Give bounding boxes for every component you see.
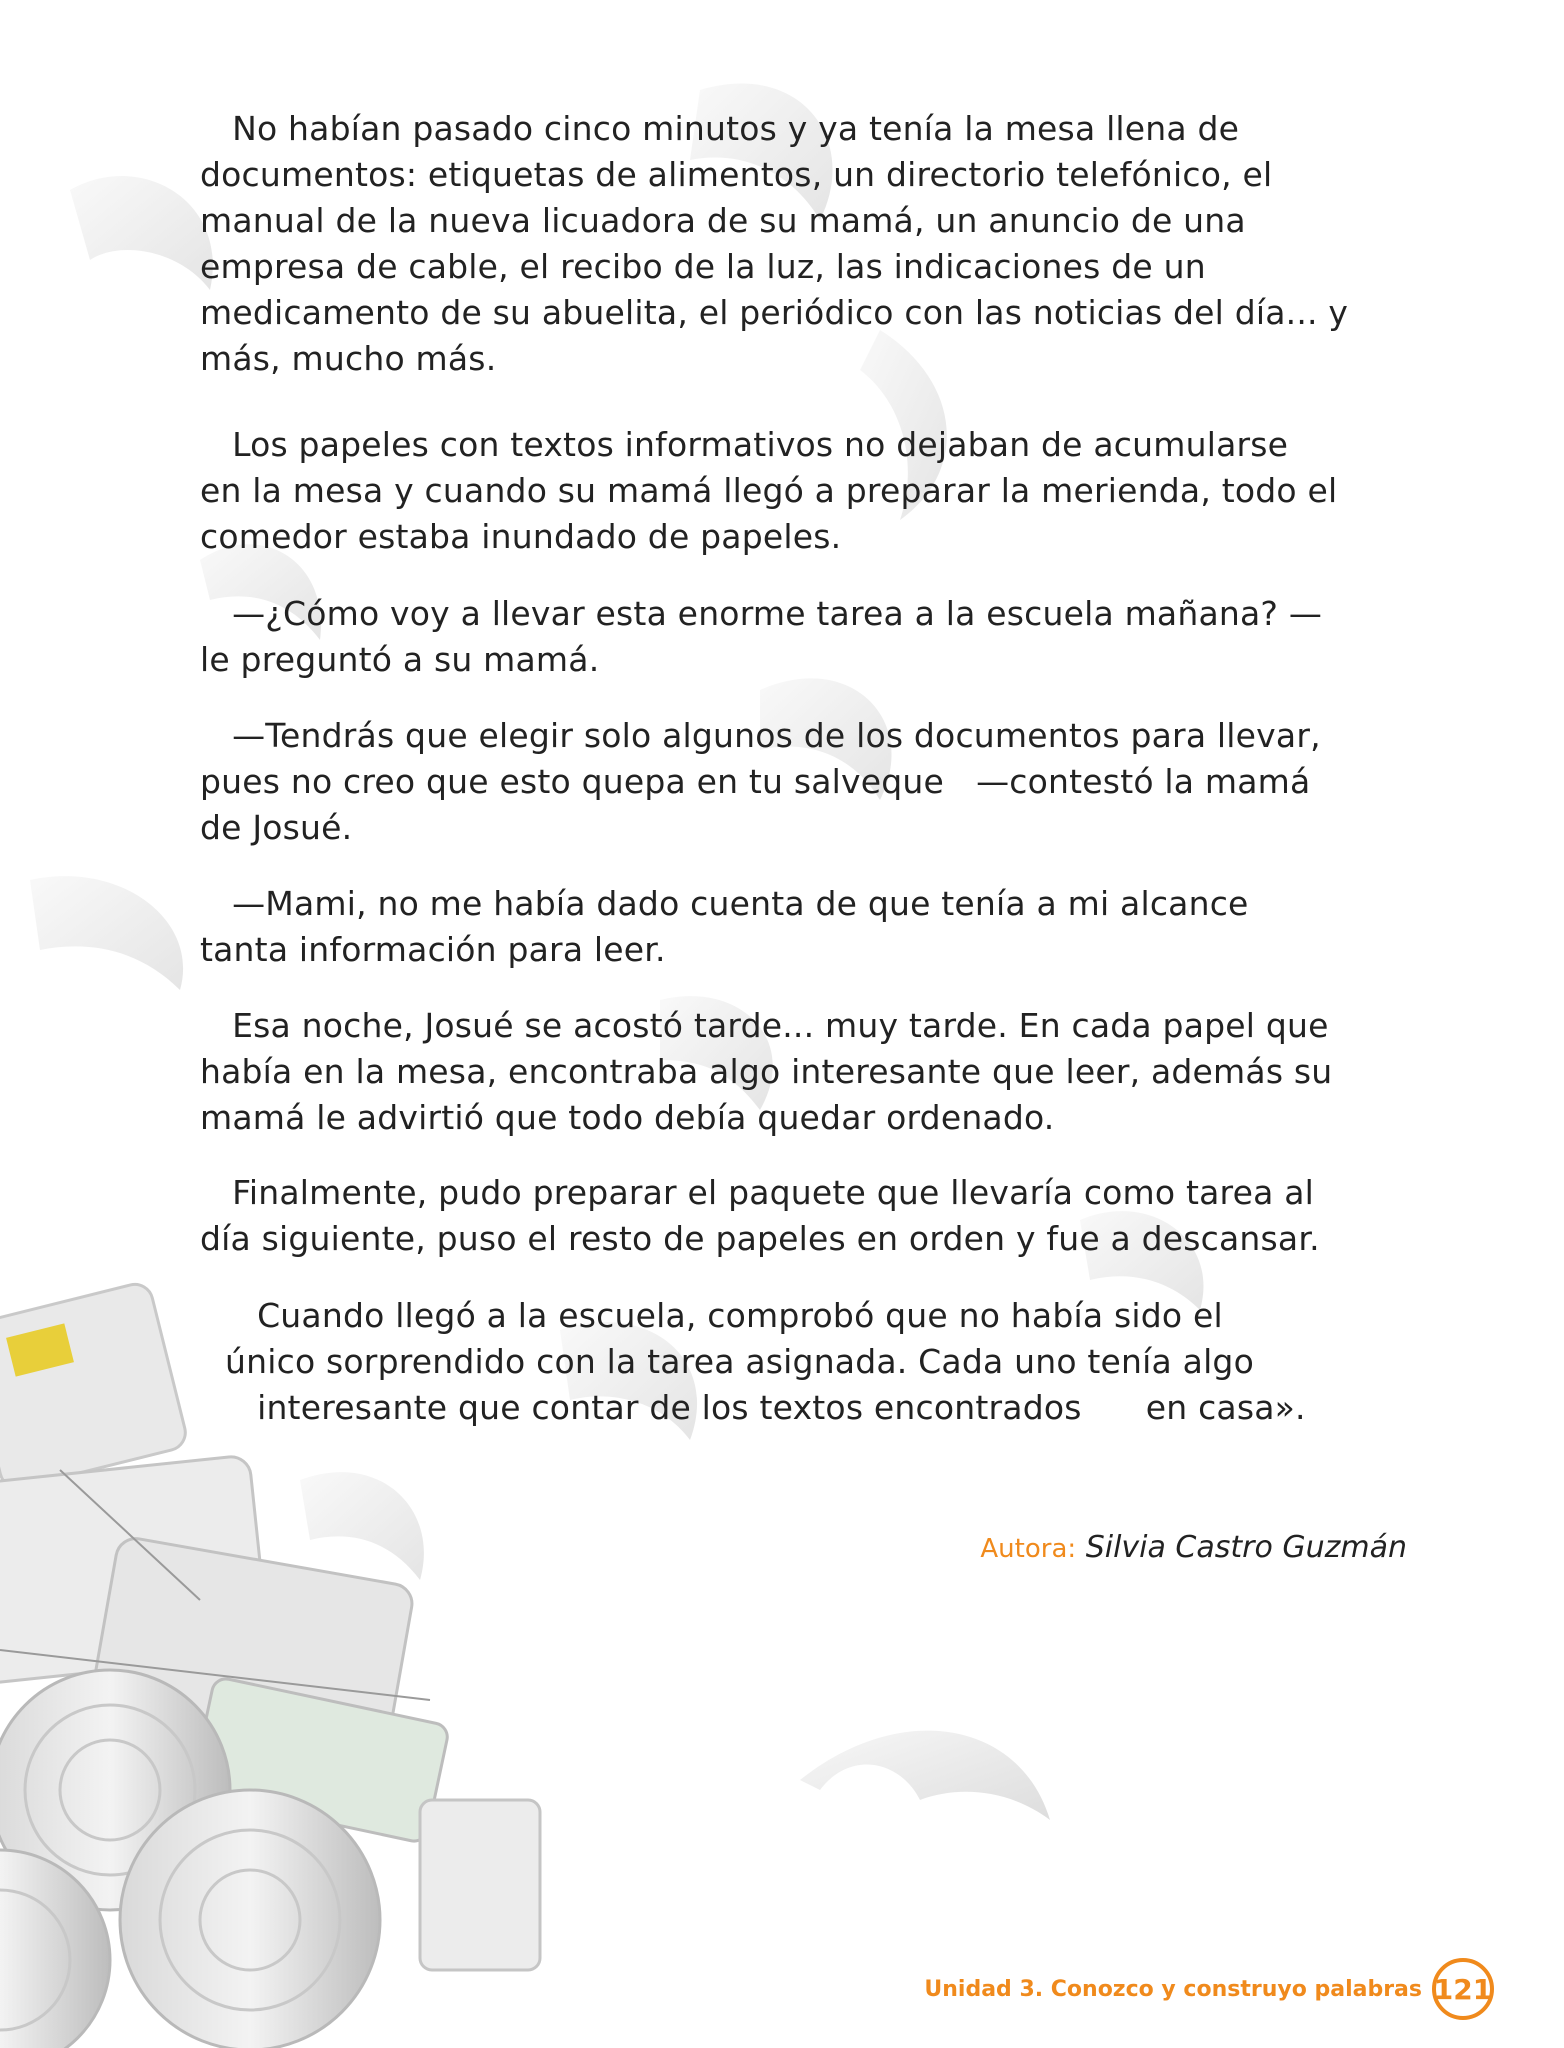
text-line: Los papeles con textos informativos no dejaban de acumularse <box>200 425 1289 464</box>
paragraph-5 <box>200 881 1249 973</box>
text-line: —Tendrás que elegir solo algunos de los documentos para llevar, <box>200 716 1321 755</box>
text-line: en la mesa y cuando su mamá llegó a preparar la merienda, todo el <box>200 471 1338 510</box>
text-line: —Mami, no me había dado cuenta de que tenía a mi alcance <box>200 884 1249 923</box>
text-line: documentos: etiquetas de alimentos, un directorio telefónico, el <box>200 155 1273 194</box>
unit-title: Unidad 3. Conozco y construyo palabras <box>924 1976 1422 2002</box>
text-line: de Josué. <box>200 808 353 847</box>
text-line: tanta información para leer. <box>200 930 666 969</box>
text-line: manual de la nueva licuadora de su mamá, un anuncio de una <box>200 201 1246 240</box>
text-line: empresa de cable, el recibo de la luz, las indicaciones de un <box>200 247 1206 286</box>
paragraph-4 <box>200 713 1321 851</box>
text-line: único sorprendido con la tarea asignada. Cada uno tenía algo <box>225 1342 1254 1381</box>
paragraph-8 <box>225 1293 1306 1431</box>
page-number: 121 <box>1432 1958 1494 2020</box>
text-line: pues no creo que esto quepa en tu salveque —contestó la mamá <box>200 762 1311 801</box>
text-line: mamá le advirtió que todo debía quedar ordenado. <box>200 1098 1055 1137</box>
author-credit <box>980 1530 1407 1565</box>
text-line: había en la mesa, encontraba algo interesante que leer, además su <box>200 1052 1333 1091</box>
text-line: le preguntó a su mamá. <box>200 640 600 679</box>
paragraph-2 <box>200 422 1337 560</box>
paragraph-7 <box>200 1170 1320 1262</box>
text-line: Esa noche, Josué se acostó tarde... muy tarde. En cada papel que <box>200 1006 1329 1045</box>
text-line: Finalmente, pudo preparar el paquete que llevaría como tarea al <box>200 1173 1314 1212</box>
text-line: más, mucho más. <box>200 339 497 378</box>
paragraph-3 <box>200 591 1322 683</box>
text-line: No habían pasado cinco minutos y ya tenía la mesa llena de <box>200 109 1240 148</box>
text-line: comedor estaba inundado de papeles. <box>200 517 842 556</box>
text-line: día siguiente, puso el resto de papeles en orden y fue a descansar. <box>200 1219 1320 1258</box>
paragraph-1 <box>200 106 1348 382</box>
text-line: medicamento de su abuelita, el periódico con las noticias del día... y <box>200 293 1349 332</box>
paragraph-6 <box>200 1003 1332 1141</box>
text-line: interesante que contar de los textos encontrados en casa». <box>225 1388 1306 1427</box>
author-name: Silvia Castro Guzmán <box>1085 1530 1407 1565</box>
page-footer <box>924 1958 1494 2020</box>
author-label: Autora: <box>980 1534 1077 1564</box>
curled-paper-large <box>800 1731 1050 1820</box>
text-line: —¿Cómo voy a llevar esta enorme tarea a la escuela mañana? — <box>200 594 1323 633</box>
text-line: Cuando llegó a la escuela, comprobó que no había sido el <box>225 1296 1223 1335</box>
